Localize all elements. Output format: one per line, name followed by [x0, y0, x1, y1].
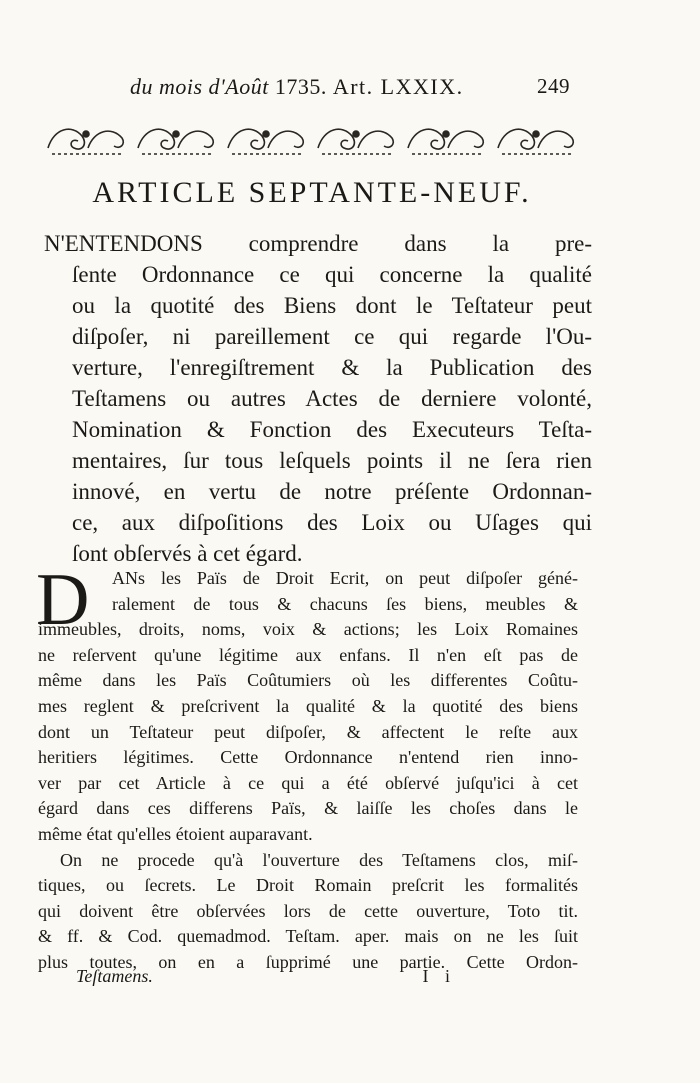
commentary-line: ANs les Païs de Droit Ecrit, on peut diſpoſer géné- [112, 568, 578, 588]
commentary-line: plus toutes, on en a ſupprimé une partie. Cette Ordon- [38, 951, 578, 972]
statute-line: verture, l'enregiſtrement & la Publication des [72, 355, 592, 380]
ornament-band [42, 114, 582, 160]
statute-line: diſpoſer, ni pareillement ce qui regarde l'Ou- [72, 324, 592, 349]
commentary-line: dont un Teſtateur peut diſpoſer, & affectent le reſte aux [38, 721, 578, 742]
statute-line: ſont obſervés à cet égard. [72, 541, 303, 566]
running-head [130, 74, 570, 104]
statute-line: N'ENTENDONS comprendre dans la pre- [44, 231, 592, 256]
commentary-line: & ff. & Cod. quemadmod. Teſtam. aper. mais on ne les ſuit [38, 926, 578, 947]
article-heading: ARTICLE SEPTANTE-NEUF. [92, 176, 532, 209]
commentary-line: immeubles, droits, noms, voix & actions; les Loix Romaines [38, 619, 578, 640]
commentary-text [36, 559, 578, 976]
page-number: 249 [537, 74, 570, 98]
statute-line: mentaires, ſur tous leſquels points il ne ſera rien [72, 448, 592, 473]
signature-mark: I i [422, 966, 456, 986]
commentary-line: mes reglent & preſcrivent la qualité & la quotité des biens [38, 695, 578, 716]
page-footer [76, 966, 456, 992]
commentary-line: tiques, ou ſecrets. Le Droit Romain preſcrit les formalités [38, 875, 578, 896]
statute-line: ce, aux diſpoſitions des Loix ou Uſages qui [72, 510, 592, 535]
running-head-year: 1735. [274, 74, 327, 99]
statute-line: Nomination & Fonction des Executeurs Teſta- [72, 417, 592, 442]
running-head-title: du mois d'Août 1735. Art. LXXIX. [130, 74, 464, 99]
commentary-line: heritiers légitimes. Cette Ordonnance n'entend rien inno- [38, 747, 578, 768]
statute-text [44, 228, 592, 569]
running-head-article: Art. LXXIX. [332, 74, 464, 99]
commentary-line: même état qu'elles étoient auparavant. [38, 823, 313, 844]
commentary-line: ver par cet Article à ce qui a été obſervé juſqu'ici à cet [38, 772, 578, 793]
commentary-line: ralement de tous & chacuns ſes biens, meubles & [112, 593, 578, 614]
commentary-line: même dans les Païs Coûtumiers où les differentes Coûtu- [38, 670, 578, 691]
statute-line: ou la quotité des Biens dont le Teſtateur peut [72, 293, 592, 318]
catchword: Teſtamens. [76, 966, 153, 986]
commentary-line: égard dans ces differens Païs, & laiſſe les choſes dans le [38, 798, 578, 819]
commentary-line: On ne procede qu'à l'ouverture des Teſtamens clos, miſ- [60, 849, 578, 870]
statute-line: ſente Ordonnance ce qui concerne la qualité [72, 262, 592, 287]
commentary-line: qui doivent être obſervées lors de cette ouverture, Toto tit. [38, 900, 578, 921]
drop-cap: D [36, 559, 90, 641]
statute-line: innové, en vertu de notre préſente Ordonnan- [72, 479, 592, 504]
commentary-line: ne reſervent qu'une légitime aux enfans. Il n'en eſt pas de [38, 644, 578, 665]
statute-line: Teſtamens ou autres Actes de derniere volonté, [72, 386, 592, 411]
